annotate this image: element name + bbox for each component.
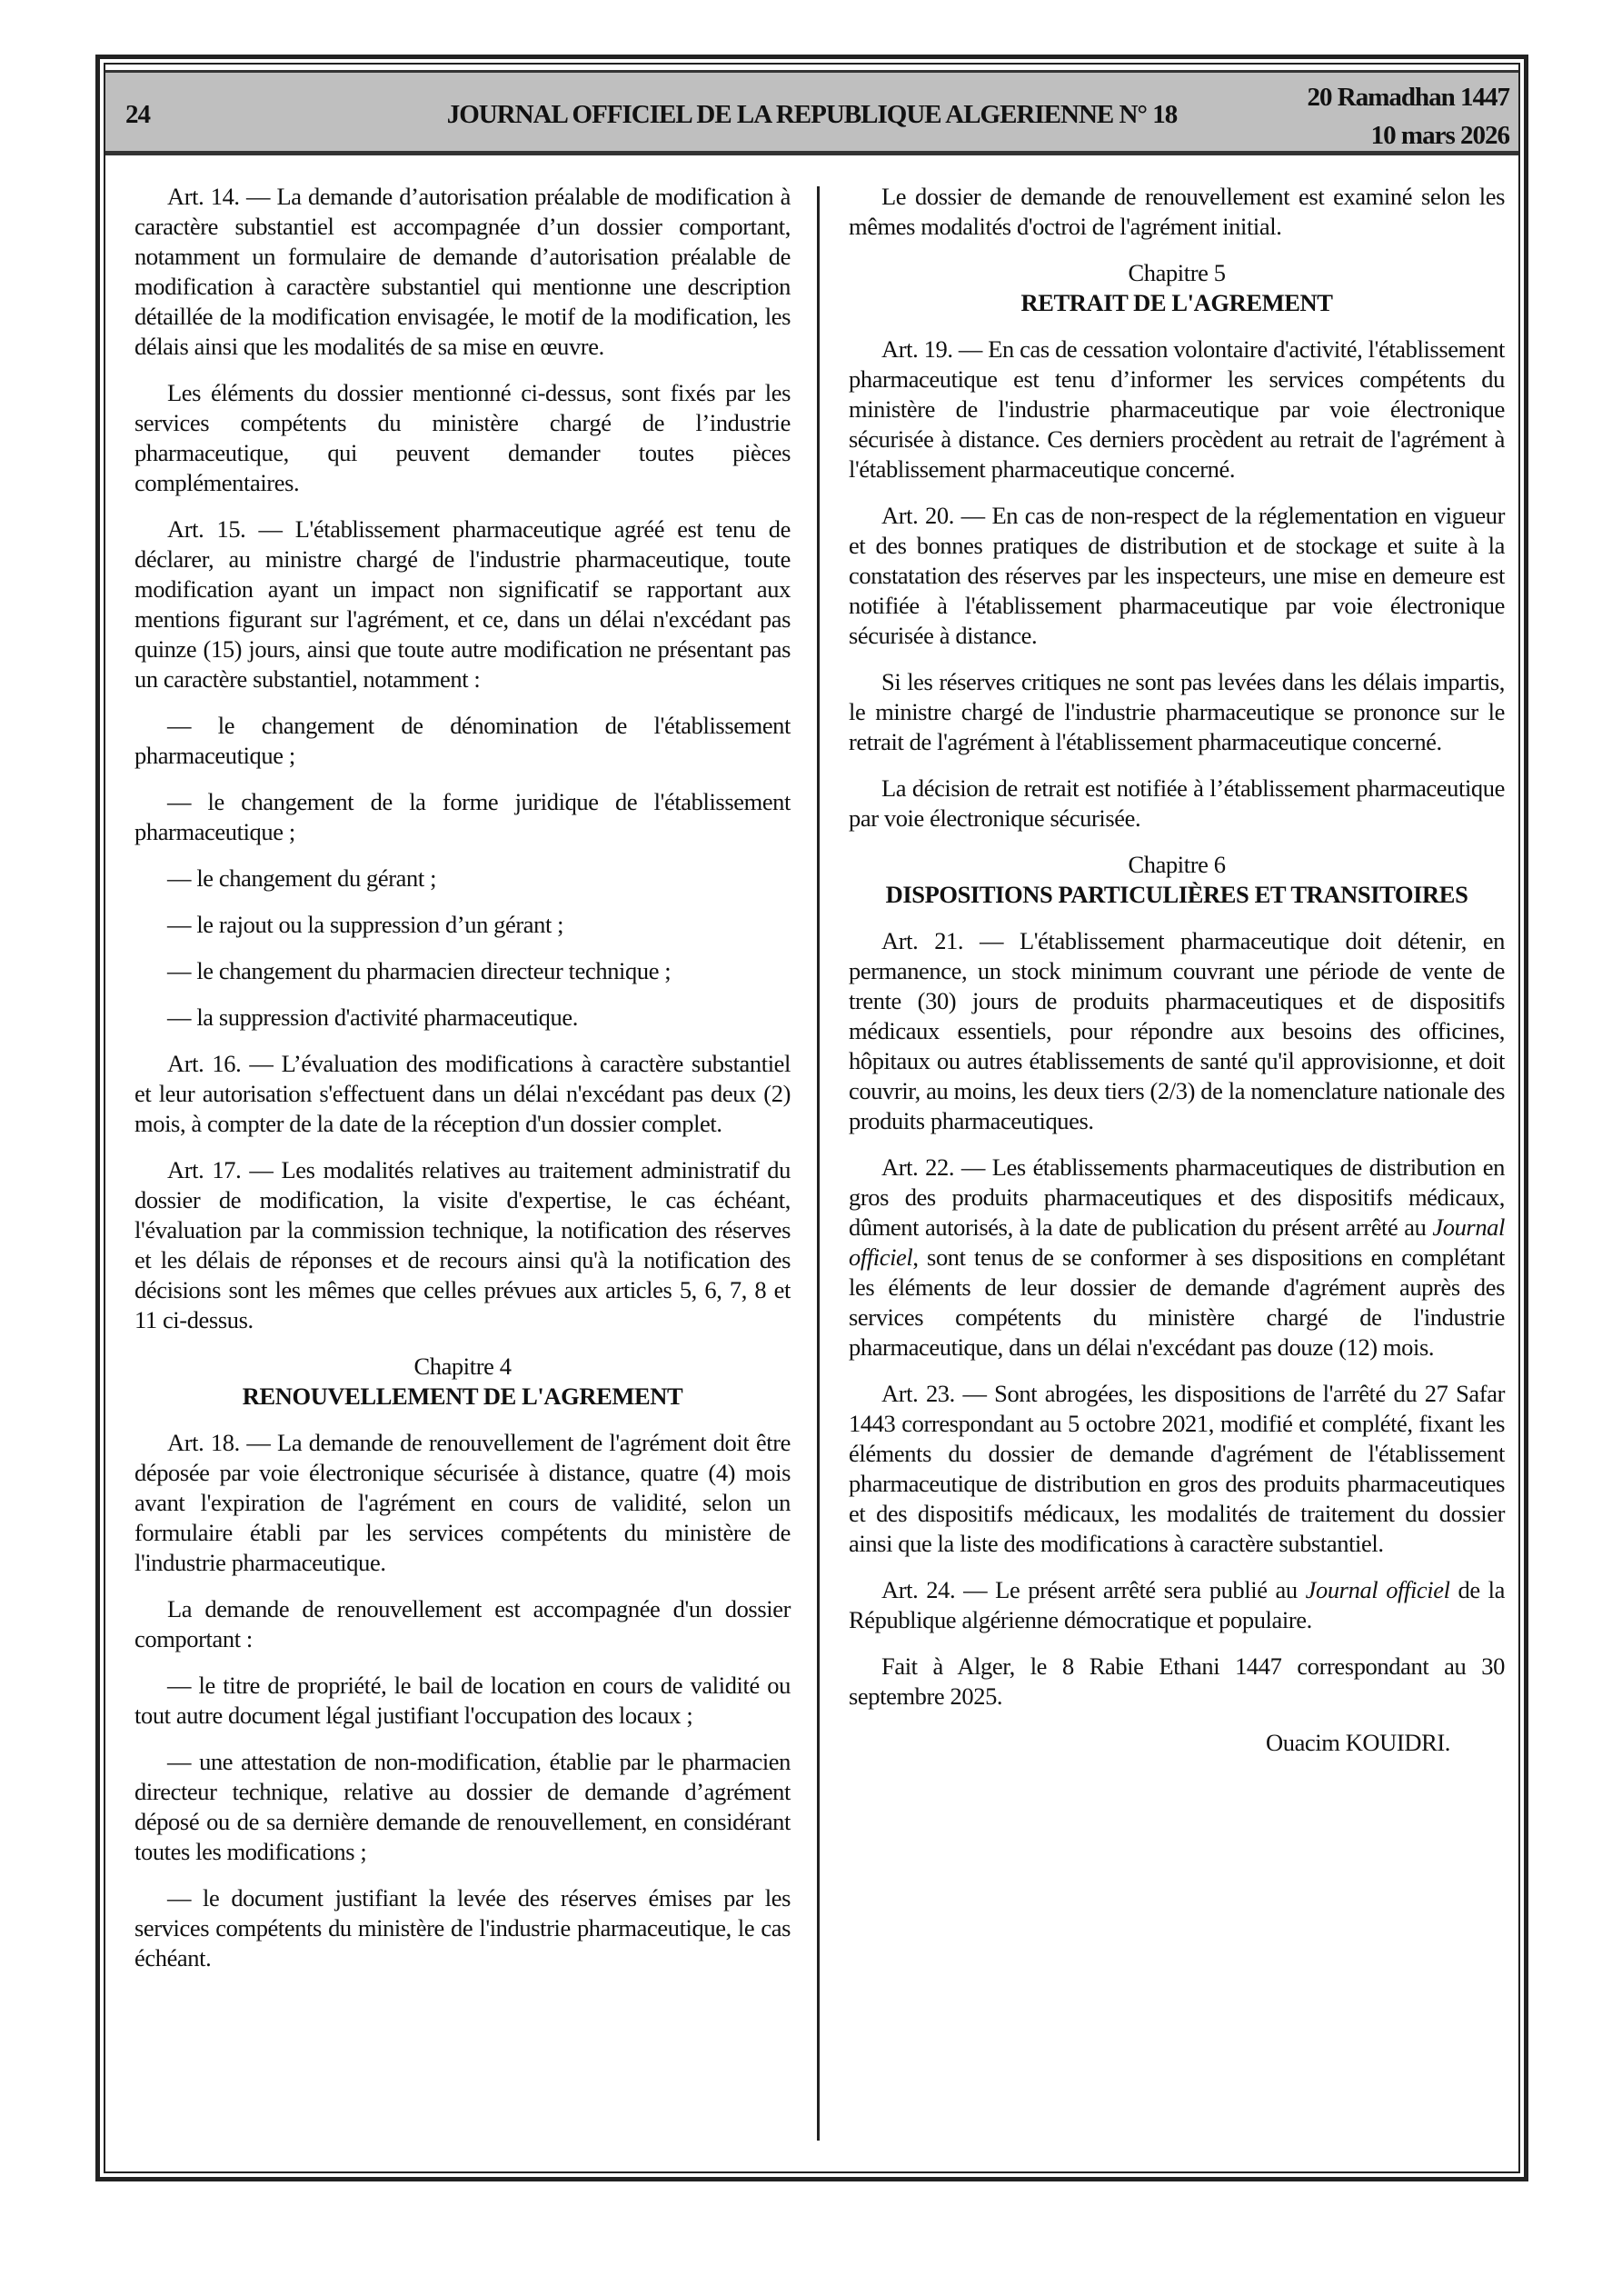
paragraph: La demande de renouvellement est accompagnée d'un dossier comportant :	[134, 1595, 791, 1652]
column-divider	[817, 186, 820, 2141]
list-item: — le changement du pharmacien directeur technique ;	[167, 957, 672, 984]
left-column	[134, 182, 791, 1990]
paragraph: Art. 18. — La demande de renouvellement de l'agrément doit être déposée par voie électronique sécurisée à distance, quatre (4) mois avant l'expiration de l'agrément en cours de validité, selon un formulaire établi par les services compétents du ministère de l'industrie pharmaceutique.	[134, 1429, 791, 1576]
list-item: — le changement de dénomination de l'établissement pharmaceutique ;	[134, 712, 791, 769]
paragraph: Art. 19. — En cas de cessation volontaire d'activité, l'établissement pharmaceutique est tenu d’informer les services compétents du ministère de l'industrie pharmaceutique par voie électronique sécurisée à distance. Ces derniers procèdent au retrait de l'agrément à l'établissement pharmaceutique concerné.	[849, 335, 1505, 483]
chapter-title: RETRAIT DE L'AGREMENT	[1020, 289, 1333, 316]
list-item: — une attestation de non-modification, établie par le pharmacien directeur technique, relative au dossier de demande d’agrément déposé ou de sa dernière demande de renouvellement, en considérant toutes les modifications ;	[134, 1748, 791, 1865]
page-number: 24	[125, 100, 150, 129]
chapter-number: Chapitre 5	[1128, 259, 1226, 286]
text-run: , sont tenus de se conformer à ses dispositions en complétant les éléments de leur dossier de demande d'agrément auprès des services compétents du ministère chargé de l'industrie pharmaceutique, dans un délai n'excédant pas douze (12) mois.	[849, 1243, 1505, 1361]
chapter-number: Chapitre 4	[413, 1353, 512, 1380]
list-item: — le rajout ou la suppression d’un gérant ;	[167, 911, 564, 938]
paragraph: La décision de retrait est notifiée à l’établissement pharmaceutique par voie électronique sécurisée.	[849, 774, 1505, 832]
paragraph: Les éléments du dossier mentionné ci-dessus, sont fixés par les services compétents du ministère chargé de l’industrie pharmaceutique, qui peuvent demander toutes pièces complémentaires.	[134, 379, 791, 496]
paragraph: Art. 21. — L'établissement pharmaceutique doit détenir, en permanence, un stock minimum couvrant une période de vente de trente (30) jours de produits pharmaceutiques et de dispositifs médicaux essentiels, pour répondre aux besoins des officines, hôpitaux ou autres établissements de santé qu'il approvisionne, et doit couvrir, au moins, les deux tiers (2/3) de la nomenclature nationale des produits pharmaceutiques.	[849, 927, 1505, 1134]
journal-name-italic: Journal officiel	[849, 1213, 1505, 1271]
paragraph: Le dossier de demande de renouvellement est examiné selon les mêmes modalités d'octroi de l'agrément initial.	[849, 183, 1505, 240]
journal-title: JOURNAL OFFICIEL DE LA REPUBLIQUE ALGERIENNE N° 18	[446, 100, 1178, 129]
paragraph: Art. 17. — Les modalités relatives au traitement administratif du dossier de modification, la visite d'expertise, le cas échéant, l'évaluation par la commission technique, la notification des réserves et les délais de réponses et de recours ainsi qu'à la notification des décisions sont les mêmes que celles prévues aux articles 5, 6, 7, 8 et 11 ci-dessus.	[134, 1156, 791, 1333]
paragraph: Art. 20. — En cas de non-respect de la réglementation en vigueur et des bonnes pratiques de distribution et de stockage et suite à la constatation des réserves par les inspecteurs, une mise en demeure est notifiée à l'établissement pharmaceutique par voie électronique sécurisée à distance.	[849, 502, 1505, 649]
text-run: Art. 24. — Le présent arrêté sera publié au	[881, 1576, 1306, 1603]
signature: Ouacim KOUIDRI.	[1265, 1729, 1450, 1756]
text-run: Art. 22. — Les établissements pharmaceutiques de distribution en gros des produits pharmaceutiques et des dispositifs médicaux, dûment autorisés, à la date de publication du présent arrêté au	[849, 1153, 1505, 1241]
gregorian-date: 10 mars 2026	[1370, 121, 1509, 150]
chapter-title: DISPOSITIONS PARTICULIÈRES ET TRANSITOIRES	[885, 881, 1468, 908]
issue-date	[1308, 78, 1510, 155]
paragraph: Art. 23. — Sont abrogées, les dispositions de l'arrêté du 27 Safar 1443 correspondant au 5 octobre 2021, modifié et complété, fixant les éléments du dossier de demande d'agrément de l'établissement pharmaceutique de distribution en gros des produits pharmaceutiques et des dispositifs médicaux, les modalités de traitement du dossier ainsi que la liste des modifications à caractère substantiel.	[849, 1380, 1505, 1557]
paragraph: Fait à Alger, le 8 Rabie Ethani 1447 correspondant au 30 septembre 2025.	[849, 1652, 1505, 1710]
paragraph: Art. 16. — L’évaluation des modifications à caractère substantiel et leur autorisation s'effectuent dans un délai n'excédant pas deux (2) mois, à compter de la date de la réception d'un dossier complet.	[134, 1050, 791, 1137]
paragraph	[849, 1153, 1505, 1363]
list-item: — la suppression d'activité pharmaceutique.	[167, 1003, 578, 1031]
list-item: — le titre de propriété, le bail de location en cours de validité ou tout autre document légal justifiant l'occupation des locaux ;	[134, 1672, 791, 1729]
paragraph: Art. 14. — La demande d’autorisation préalable de modification à caractère substantiel est accompagnée d’un dossier comportant, notamment un formulaire de demande d’autorisation préalable de modification à caractère substantiel qui mentionne une description détaillée de la modification envisagée, le motif de la modification, les délais ainsi que les modalités de sa mise en œuvre.	[134, 183, 791, 360]
list-item: — le document justifiant la levée des réserves émises par les services compétents du ministère de l'industrie pharmaceutique, le cas échéant.	[134, 1884, 791, 1972]
chapter-number: Chapitre 6	[1128, 851, 1226, 878]
list-item: — le changement du gérant ;	[167, 864, 437, 892]
chapter-title: RENOUVELLEMENT DE L'AGREMENT	[242, 1383, 683, 1410]
journal-name-italic: Journal officiel	[1305, 1576, 1450, 1603]
hijri-date: 20 Ramadhan 1447	[1307, 83, 1509, 112]
journal-header	[105, 70, 1518, 155]
list-item: — le changement de la forme juridique de l'établissement pharmaceutique ;	[134, 788, 791, 845]
paragraph: Art. 15. — L'établissement pharmaceutique agréé est tenu de déclarer, au ministre chargé de l'industrie pharmaceutique, toute modification ayant un impact non significatif se rapportant aux mentions figurant sur l'agrément, et ce, dans un délai n'excédant pas quinze (15) jours, ainsi que toute autre modification ne présentant pas un caractère substantiel, notamment :	[134, 515, 791, 693]
right-column	[849, 182, 1505, 1774]
paragraph: Si les réserves critiques ne sont pas levées dans les délais impartis, le ministre chargé de l'industrie pharmaceutique se prononce sur le retrait de l'agrément à l'établissement pharmaceutique concerné.	[849, 668, 1505, 755]
paragraph	[849, 1575, 1505, 1635]
text-run: de la République algérienne démocratique et populaire.	[849, 1576, 1505, 1633]
